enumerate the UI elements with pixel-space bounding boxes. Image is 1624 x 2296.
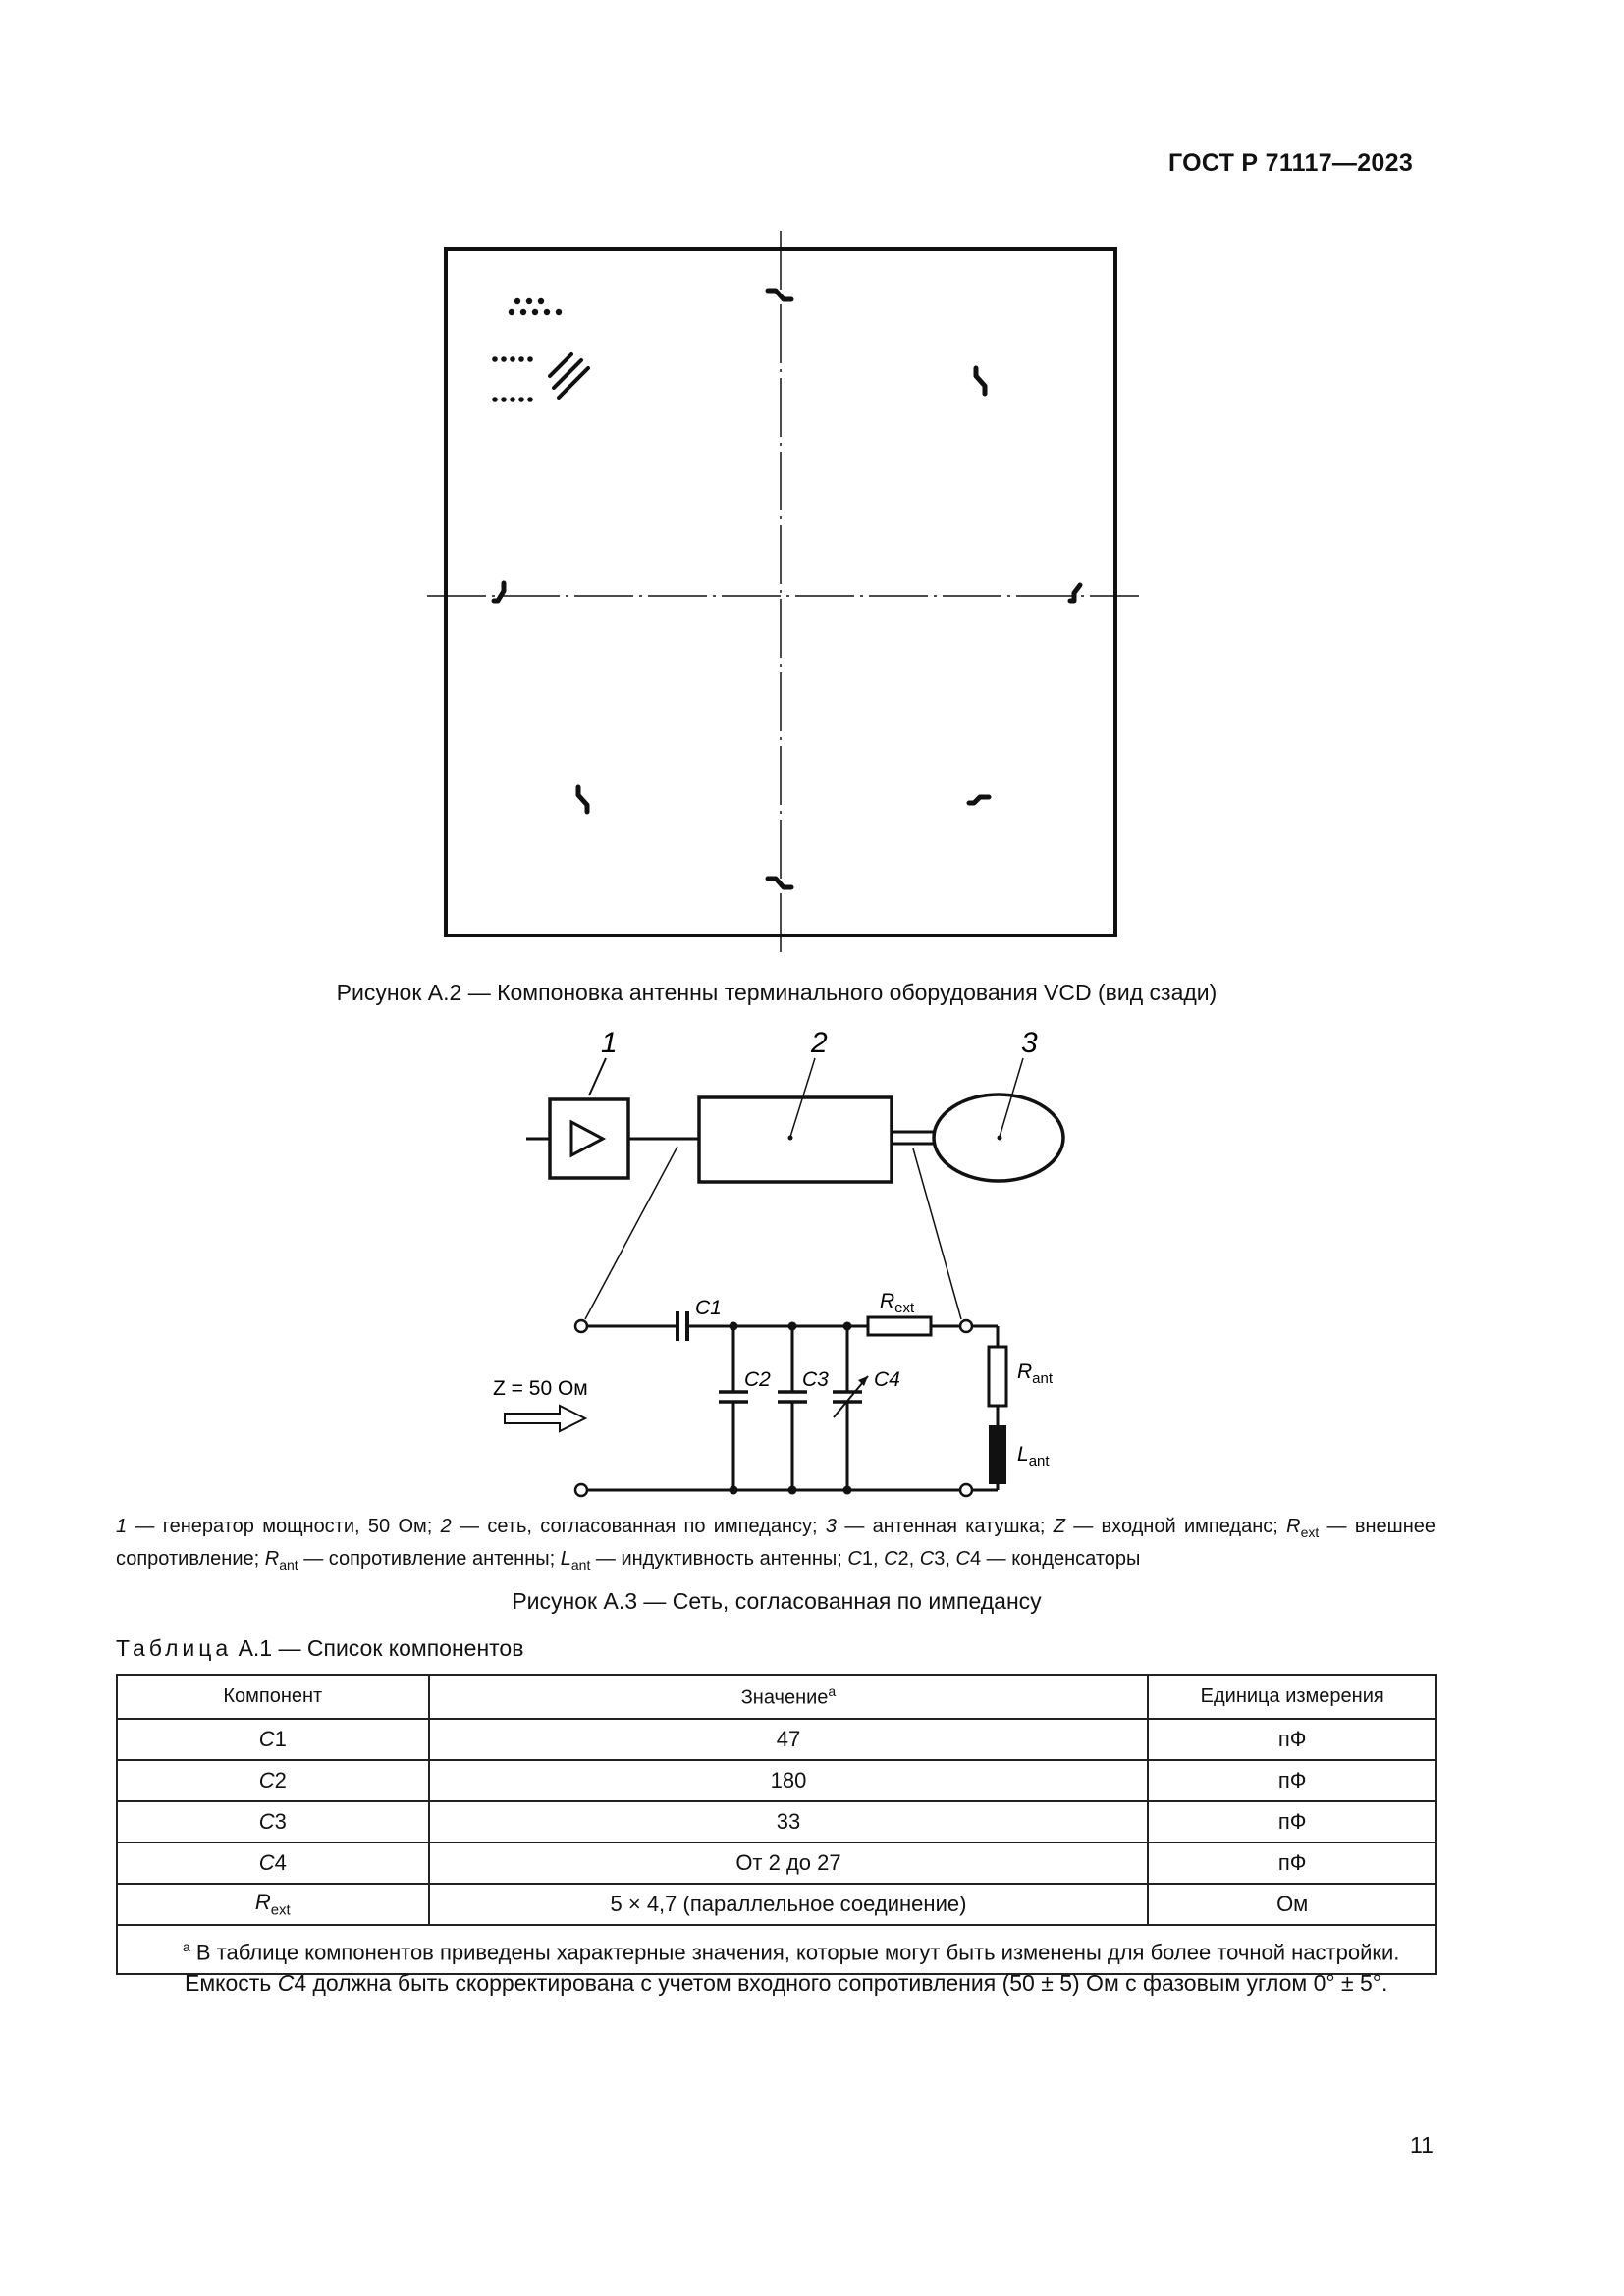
table-title: Таблица А.1 — Список компонентов [116,1635,524,1661]
label-l-ant: $L_{ant}$ [1017,1443,1050,1469]
callout-1: 1 [601,1027,618,1059]
header-component: Компонент [117,1675,429,1719]
figure-a3-caption: Рисунок А.3 — Сеть, согласованная по импедансу [512,1588,1042,1614]
table-row [117,1719,1436,1760]
cell-unit: пФ [1148,1801,1436,1842]
cell-value: 33 [429,1801,1149,1842]
cell-value: 5 × 4,7 (параллельное соединение) [429,1884,1149,1925]
document-header: ГОСТ Р 71117—2023 [1168,149,1414,177]
page-number: 11 [1410,2132,1434,2158]
table-row [117,1842,1436,1884]
table-row [117,1884,1436,1925]
label-r-ant: $R_{ant}$ [1017,1361,1054,1387]
label-c2: C2 [744,1368,771,1391]
table-footnote: $^a$ В таблице компонентов приведены характерные значения, которые могут быть изменены для более точной настройки. [117,1925,1436,1974]
cell-value: 47 [429,1719,1149,1760]
cell-component: C4 [117,1842,429,1884]
cell-value: От 2 до 27 [429,1842,1149,1884]
header-unit: Единица измерения [1148,1675,1436,1719]
resistor-r-ant [989,1347,1006,1406]
cell-unit: пФ [1148,1719,1436,1760]
label-c1: C1 [695,1297,722,1319]
figure-a3-legend: 1 — генератор мощности, 50 Ом; 2 — сеть, согласованная по импедансу; 3 — антенная катушка; Z — входной импеданс; $R_{ext}$ — внешнее сопротивление; $R_{ant}$ — сопротивление антенны; $L_{ant}$ — индуктивность антенны; C1, C2, C3, C4 — конденсаторы [116,1516,1435,1573]
cell-unit: пФ [1148,1842,1436,1884]
cell-value: 180 [429,1760,1149,1801]
table-header-row [117,1675,1436,1719]
cell-unit: Ом [1148,1884,1436,1925]
body-paragraph: Емкость C4 должна быть скорректирована с учетом входного сопротивления (50 ± 5) Ом с фазовым углом 0° ± 5°. [185,1970,1388,1996]
table-row [117,1801,1436,1842]
callout-3: 3 [1021,1027,1038,1059]
label-impedance: Z = 50 Ом [493,1377,588,1400]
cell-component: $R_{ext}$ [117,1884,429,1925]
figure-a2-caption: Рисунок А.2 — Компоновка антенны терминального оборудования VCD (вид сзади) [336,980,1218,1005]
inductor-l-ant [989,1425,1006,1484]
marker-dot-pattern [492,298,562,402]
callout-2: 2 [811,1027,828,1059]
cell-component: C3 [117,1801,429,1842]
cell-component: C2 [117,1760,429,1801]
figure-a3-matching-network [491,1021,1100,1517]
matching-network-block [699,1097,892,1182]
figure-a2-antenna-layout [422,231,1149,952]
alignment-markers [494,291,1080,887]
power-generator-block [550,1099,628,1178]
input-arrow [505,1406,585,1431]
cell-unit: пФ [1148,1760,1436,1801]
components-table [116,1674,1437,1975]
label-r-ext: $R_{ext}$ [880,1290,915,1316]
resistor-r-ext [868,1317,931,1335]
cell-component: C1 [117,1719,429,1760]
table-row [117,1760,1436,1801]
label-c4: C4 [874,1368,900,1391]
header-value: Значение$^a$ [429,1675,1149,1719]
label-c3: C3 [802,1368,829,1391]
